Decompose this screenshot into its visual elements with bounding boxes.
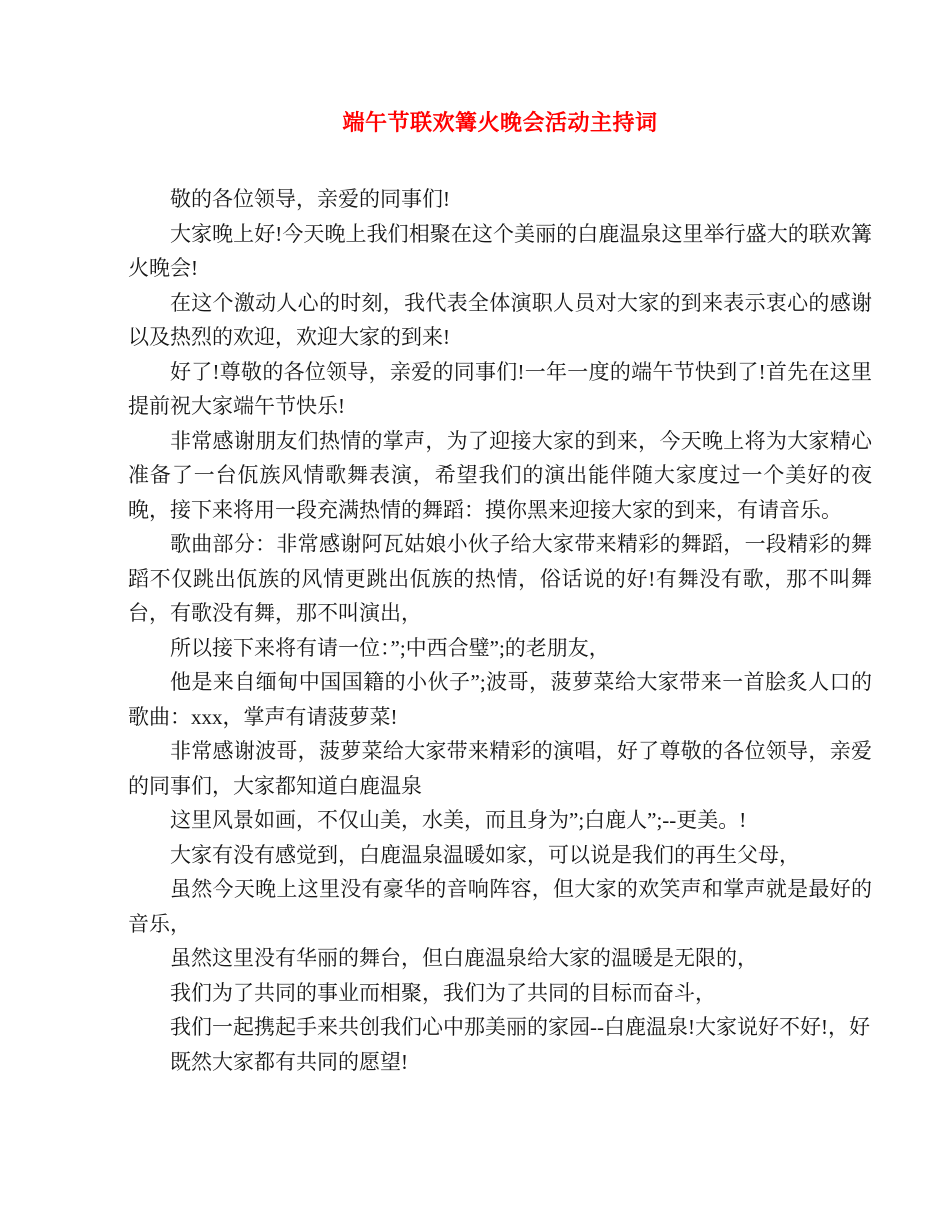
paragraph: 既然大家都有共同的愿望!: [170, 1049, 408, 1074]
paragraph: 他是来自缅甸中国国籍的小伙子”;波哥，菠萝菜给大家带来一首脍炙人口的歌曲：xxx，掌声有请菠萝菜!: [128, 670, 872, 729]
paragraph: 敬的各位领导，亲爱的同事们!: [170, 187, 450, 211]
paragraph: 大家有没有感觉到，白鹿温泉温暖如家，可以说是我们的再生父母，: [170, 842, 800, 867]
paragraph: 虽然这里没有华丽的舞台，但白鹿温泉给大家的温暖是无限的，: [170, 946, 758, 970]
paragraph: 好了!尊敬的各位领导，亲爱的同事们!一年一度的端午节快到了!首先在这里提前祝大家端午节快乐!: [128, 359, 872, 418]
paragraph: 所以接下来将有请一位：”;中西合璧”;的老朋友，: [170, 635, 610, 660]
paragraph: 虽然今天晚上这里没有豪华的音响阵容，但大家的欢笑声和掌声就是最好的音乐，: [128, 877, 872, 936]
document-body: [128, 182, 872, 1079]
document-title: 端午节联欢篝火晚会活动主持词: [342, 110, 658, 135]
paragraph: 非常感谢波哥，菠萝菜给大家带来精彩的演唱，好了尊敬的各位领导，亲爱的同事们，大家都知道白鹿温泉: [128, 739, 872, 798]
paragraph: 我们为了共同的事业而相聚，我们为了共同的目标而奋斗，: [170, 980, 716, 1005]
paragraph: 这里风景如画，不仅山美，水美，而且身为”;白鹿人”;--更美。!: [170, 808, 747, 832]
paragraph: 非常感谢朋友们热情的掌声，为了迎接大家的到来，今天晚上将为大家精心准备了一台佤族风情歌舞表演，希望我们的演出能伴随大家度过一个美好的夜晚，接下来将用一段充满热情的舞蹈：摸你黑来迎接大家的到来，有请音乐。: [128, 428, 872, 522]
paragraph: 在这个激动人心的时刻，我代表全体演职人员对大家的到来表示衷心的感谢以及热烈的欢迎，欢迎大家的到来!: [128, 290, 872, 349]
paragraph: 歌曲部分：非常感谢阿瓦姑娘小伙子给大家带来精彩的舞蹈，一段精彩的舞蹈不仅跳出佤族的风情更跳出佤族的热情，俗话说的好!有舞没有歌，那不叫舞台，有歌没有舞，那不叫演出，: [128, 532, 872, 625]
paragraph: 我们一起携起手来共创我们心中那美丽的家园--白鹿温泉!大家说好不好!，好: [170, 1015, 870, 1039]
paragraph: 大家晚上好!今天晚上我们相聚在这个美丽的白鹿温泉这里举行盛大的联欢篝火晚会!: [128, 221, 872, 280]
